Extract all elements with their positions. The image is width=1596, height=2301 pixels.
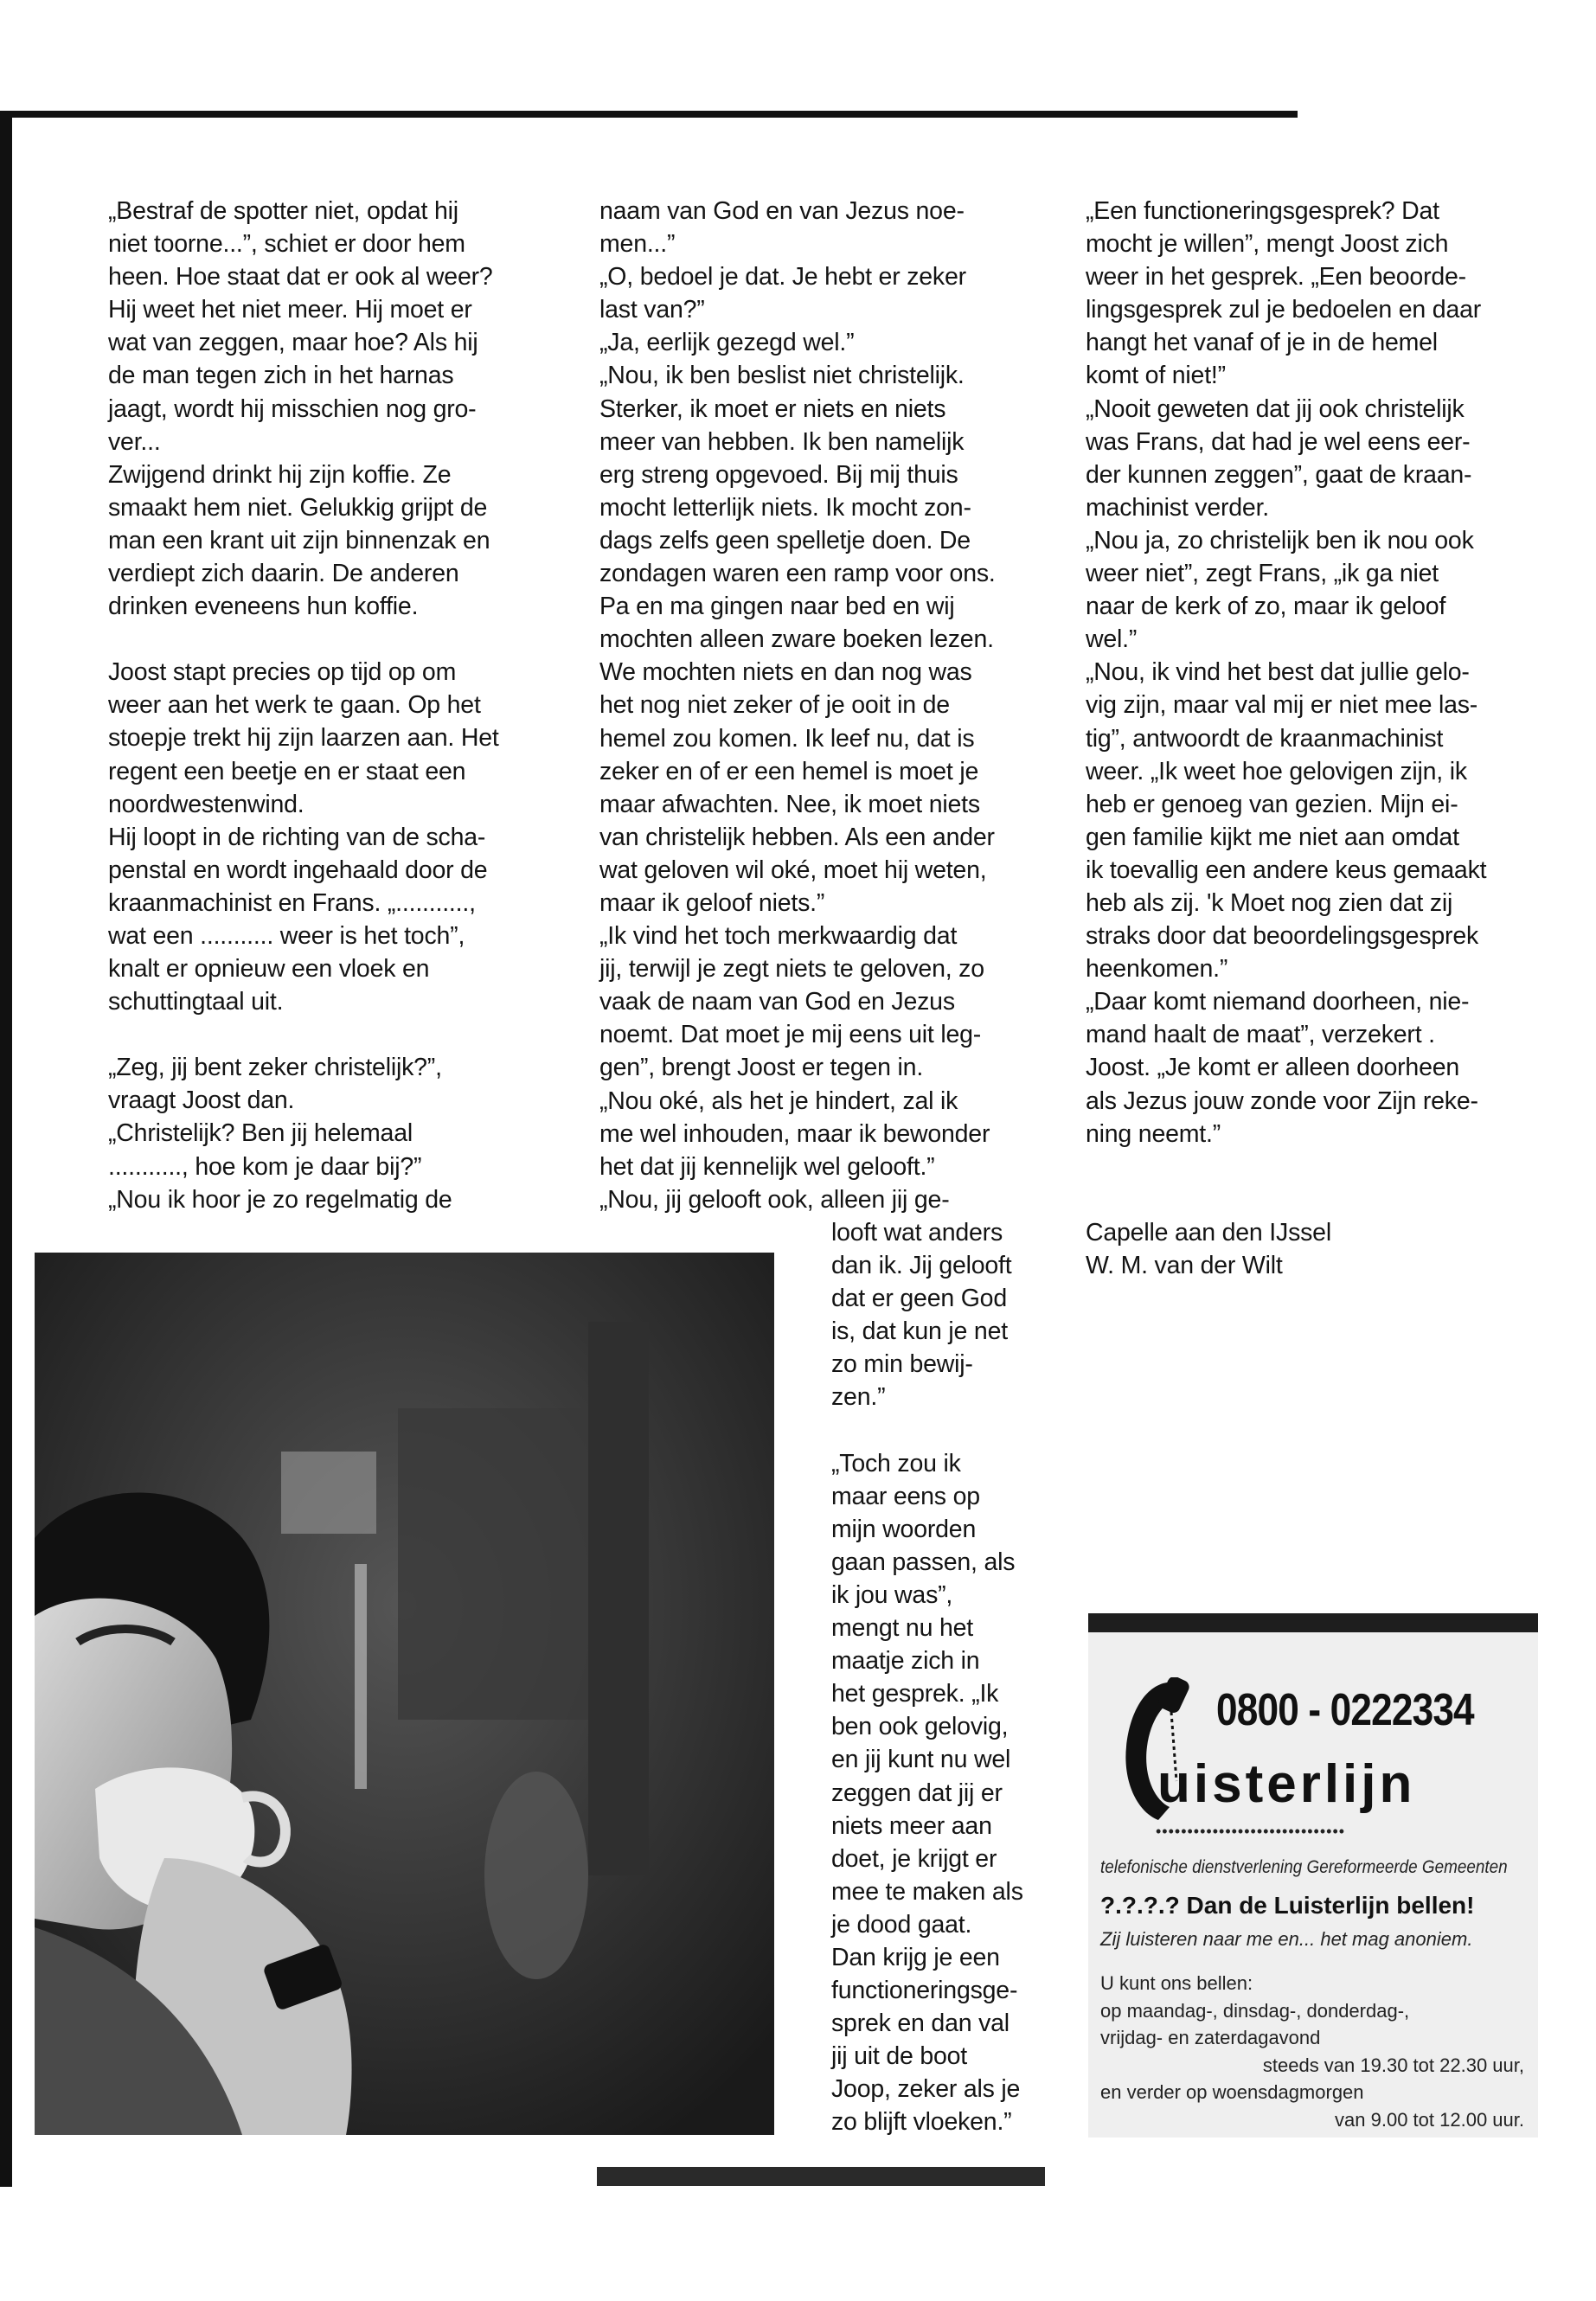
- text-line: „Nou ja, zo christelijk ben ik nou ook: [1086, 526, 1474, 554]
- text-line: men...”: [599, 230, 676, 259]
- ad-hours-line: van 9.00 tot 12.00 uur.: [1335, 2108, 1524, 2131]
- text-line: erg streng opgevoed. Bij mij thuis: [599, 460, 958, 489]
- text-line: Hij loopt in de richting van de scha-: [108, 823, 486, 851]
- text-line: en jij kunt nu wel: [831, 1746, 1011, 1774]
- text-line: Capelle aan den IJssel: [1086, 1218, 1331, 1247]
- text-line: knalt er opnieuw een vloek en: [108, 955, 430, 984]
- text-line: „O, bedoel je dat. Je hebt er zeker: [599, 263, 966, 292]
- text-line: stoepje trekt hij zijn laarzen aan. Het: [108, 724, 499, 753]
- text-line: „Christelijk? Ben jij helemaal: [108, 1119, 413, 1148]
- text-line: regent een beetje en er staat een: [108, 757, 466, 785]
- text-line: „Nou oké, als het je hindert, zal ik: [599, 1086, 958, 1115]
- text-line: sprek en dan val: [831, 2009, 1010, 2038]
- text-line: mee te maken als: [831, 1877, 1023, 1906]
- text-line: Joost stapt precies op tijd op om: [108, 658, 457, 687]
- text-line: „Nou ik hoor je zo regelmatig de: [108, 1185, 452, 1214]
- text-line: maar eens op: [831, 1482, 980, 1510]
- scan-left-edge: [0, 111, 12, 2187]
- text-line: me wel inhouden, maar ik bewonder: [599, 1119, 990, 1148]
- text-line: ver...: [108, 427, 161, 456]
- ad-phone-number: 0800 - 0222334: [1216, 1685, 1474, 1735]
- text-line: zen.”: [831, 1383, 886, 1412]
- text-line: Pa en ma gingen naar bed en wij: [599, 593, 955, 621]
- text-line: heb er genoeg van gezien. Mijn ei-: [1086, 790, 1458, 818]
- text-line: mocht je willen”, mengt Joost zich: [1086, 230, 1449, 259]
- text-line: dan ik. Jij gelooft: [831, 1252, 1012, 1280]
- ad-dotted-line: ••••••••••••••••••••••••••••••: [1156, 1823, 1346, 1840]
- text-line: ik toevallig een andere keus gemaakt: [1086, 856, 1487, 884]
- text-line: noordwestenwind.: [108, 790, 304, 818]
- photo-man-drinking-coffee: [35, 1253, 774, 2135]
- text-line: penstal en wordt ingehaald door de: [108, 856, 488, 884]
- bottom-rule: [597, 2167, 1045, 2186]
- text-line: „Bestraf de spotter niet, opdat hij: [108, 197, 458, 225]
- text-line: der kunnen zeggen”, gaat de kraan-: [1086, 460, 1472, 489]
- text-line: gen”, brengt Joost er tegen in.: [599, 1054, 924, 1082]
- text-line: hemel zou komen. Ik leef nu, dat is: [599, 724, 975, 753]
- text-line: heb als zij. 'k Moet nog zien dat zij: [1086, 888, 1453, 917]
- ad-hours-line: op maandag-, dinsdag-, donderdag-,: [1100, 1999, 1410, 2022]
- text-line: weer in het gesprek. „Een beoorde-: [1086, 263, 1466, 292]
- text-line: „Nou, ik vind het best dat jullie gelo-: [1086, 658, 1470, 687]
- text-line: „Een functioneringsgesprek? Dat: [1086, 197, 1439, 225]
- text-line: mijn woorden: [831, 1515, 977, 1543]
- ad-hours-line: vrijdag- en zaterdagavond: [1100, 2027, 1321, 2048]
- text-line: [108, 1018, 558, 1051]
- text-line: W. M. van der Wilt: [1086, 1251, 1283, 1279]
- text-line: zeggen dat jij er: [831, 1779, 1003, 1807]
- text-line: straks door dat beoordelingsgesprek: [1086, 922, 1479, 951]
- text-line: hangt het vanaf of je in de hemel: [1086, 329, 1438, 357]
- photo-illustration: [35, 1253, 774, 2135]
- text-line: meer van hebben. Ik ben namelijk: [599, 427, 965, 456]
- ad-brand-name: uisterlijn: [1157, 1754, 1416, 1814]
- text-line: mand haalt de maat”, verzekert .: [1086, 1021, 1435, 1049]
- text-line: Joop, zeker als je: [831, 2075, 1021, 2104]
- text-line: „Daar komt niemand doorheen, nie-: [1086, 988, 1470, 1016]
- text-line: de man tegen zich in het harnas: [108, 362, 454, 390]
- text-line: maatje zich in: [831, 1647, 980, 1676]
- text-line: maar afwachten. Nee, ik moet niets: [599, 790, 980, 818]
- text-line: Hij weet het niet meer. Hij moet er: [108, 296, 472, 324]
- text-line: gen familie kijkt me niet aan omdat: [1086, 823, 1459, 851]
- text-line: is, dat kun je net: [831, 1317, 1008, 1346]
- text-line: weer niet”, zegt Frans, „ik ga niet: [1086, 560, 1439, 588]
- text-line: maar ik geloof niets.”: [599, 888, 825, 917]
- text-line: lingsgesprek zul je bedoelen en daar: [1086, 296, 1482, 324]
- text-line: wat geloven wil oké, moet hij weten,: [599, 856, 987, 884]
- text-line: mengt nu het: [831, 1614, 973, 1643]
- text-line: heenkomen.”: [1086, 955, 1228, 984]
- text-line: „Ja, eerlijk gezegd wel.”: [599, 329, 855, 357]
- text-line: zondagen waren een ramp voor ons.: [599, 560, 996, 588]
- text-line: weer aan het werk te gaan. Op het: [108, 691, 481, 720]
- ad-tagline: Zij luisteren naar me en... het mag anoniem.: [1100, 1928, 1473, 1950]
- text-line: ning neemt.”: [1086, 1119, 1221, 1148]
- text-line: het gesprek. „Ik: [831, 1680, 999, 1708]
- text-line: schuttingtaal uit.: [108, 988, 284, 1016]
- text-line: van christelijk hebben. Als een ander: [599, 823, 995, 851]
- text-line: wel.”: [1086, 625, 1138, 654]
- article-column-1: [108, 195, 558, 1216]
- article-column-2-continued: [831, 1216, 1065, 2139]
- text-line: als Jezus jouw zonde voor Zijn reke-: [1086, 1086, 1478, 1115]
- text-line: heen. Hoe staat dat er ook al weer?: [108, 263, 493, 292]
- text-line: Joost. „Je komt er alleen doorheen: [1086, 1054, 1460, 1082]
- text-line: noemt. Dat moet je mij eens uit leg-: [599, 1021, 982, 1049]
- text-line: drinken eveneens hun koffie.: [108, 593, 419, 621]
- text-line: niets meer aan: [831, 1811, 992, 1840]
- text-line: Zwijgend drinkt hij zijn koffie. Ze: [108, 460, 452, 489]
- text-line: jij, terwijl je zegt niets te geloven, zo: [599, 955, 984, 984]
- text-line: Sterker, ik moet er niets en niets: [599, 394, 946, 423]
- text-line: man een krant uit zijn binnenzak en: [108, 526, 490, 554]
- text-line: zo blijft vloeken.”: [831, 2108, 1012, 2137]
- text-line: [1086, 1183, 1553, 1216]
- text-line: kraanmachinist en Frans. „...........,: [108, 888, 476, 917]
- ad-hours-line: steeds van 19.30 tot 22.30 uur,: [1262, 2054, 1524, 2076]
- text-line: zeker en of er een hemel is moet je: [599, 757, 979, 785]
- text-line: „Toch zou ik: [831, 1449, 961, 1477]
- top-rule: [0, 111, 1298, 118]
- text-line: dat er geen God: [831, 1285, 1007, 1313]
- text-line: functioneringsge-: [831, 1977, 1018, 2005]
- text-line: vaak de naam van God en Jezus: [599, 988, 955, 1016]
- ad-headline: ?.?.?.? Dan de Luisterlijn bellen!: [1100, 1892, 1475, 1919]
- text-line: dags zelfs geen spelletje doen. De: [599, 526, 971, 554]
- article-column-2: [599, 195, 1058, 1216]
- text-line: ..........., hoe kom je daar bij?”: [108, 1152, 422, 1181]
- text-line: verdiept zich daarin. De anderen: [108, 560, 459, 588]
- text-line: wat van zeggen, maar hoe? Als hij: [108, 329, 478, 357]
- text-line: We mochten niets en dan nog was: [599, 658, 972, 687]
- text-line: vraagt Joost dan.: [108, 1086, 295, 1115]
- luisterlijn-advertisement: [1088, 1613, 1538, 2138]
- text-line: mochten alleen zware boeken lezen.: [599, 625, 994, 654]
- ad-hours-line: en verder op woensdagmorgen: [1100, 2081, 1364, 2103]
- text-line: niet toorne...”, schiet er door hem: [108, 230, 465, 259]
- text-line: „Nou, ik ben beslist niet christelijk.: [599, 362, 965, 390]
- article-column-3: [1086, 195, 1553, 1282]
- text-line: doet, je krijgt er: [831, 1844, 997, 1873]
- text-line: „Ik vind het toch merkwaardig dat: [599, 922, 958, 951]
- text-line: [108, 623, 558, 656]
- text-line: „Nou, jij gelooft ook, alleen jij ge-: [599, 1185, 950, 1214]
- text-line: was Frans, dat had je wel eens eer-: [1086, 427, 1471, 456]
- text-line: vig zijn, maar val mij er niet mee las-: [1086, 691, 1478, 720]
- text-line: wat een ........... weer is het toch”,: [108, 921, 465, 950]
- text-line: ben ook gelovig,: [831, 1713, 1009, 1741]
- text-line: Dan krijg je een: [831, 1943, 1000, 1971]
- ad-opening-hours: [1100, 1970, 1533, 2133]
- text-line: [831, 1414, 1065, 1447]
- text-line: jaagt, wordt hij misschien nog gro-: [108, 394, 477, 423]
- text-line: [1086, 1150, 1553, 1183]
- text-line: het dat jij kennelijk wel gelooft.”: [599, 1152, 935, 1181]
- text-line: last van?”: [599, 296, 705, 324]
- text-line: machinist verder.: [1086, 493, 1270, 522]
- text-line: looft wat anders: [831, 1219, 1003, 1247]
- text-line: smaakt hem niet. Gelukkig grijpt de: [108, 493, 488, 522]
- text-line: „Zeg, jij bent zeker christelijk?”,: [108, 1054, 442, 1082]
- text-line: zo min bewij-: [831, 1350, 973, 1379]
- text-line: mocht letterlijk niets. Ik mocht zon-: [599, 493, 971, 522]
- text-line: „Nooit geweten dat jij ook christelijk: [1086, 394, 1465, 423]
- text-line: tig”, antwoordt de kraanmachinist: [1086, 724, 1444, 753]
- text-line: komt of niet!”: [1086, 362, 1226, 390]
- text-line: naam van God en van Jezus noe-: [599, 197, 965, 225]
- text-line: je dood gaat.: [831, 1910, 972, 1939]
- text-line: het nog niet zeker of je ooit in de: [599, 691, 950, 720]
- text-line: gaan passen, als: [831, 1548, 1016, 1576]
- text-line: jij uit de boot: [831, 2042, 968, 2071]
- ad-subtitle: telefonische dienstverlening Gereformeerde Gemeenten: [1100, 1857, 1508, 1877]
- text-line: ik jou was”,: [831, 1580, 953, 1609]
- ad-hours-line: U kunt ons bellen:: [1100, 1972, 1253, 1994]
- text-line: naar de kerk of zo, maar ik geloof: [1086, 593, 1446, 621]
- text-line: weer. „Ik weet hoe gelovigen zijn, ik: [1086, 757, 1467, 785]
